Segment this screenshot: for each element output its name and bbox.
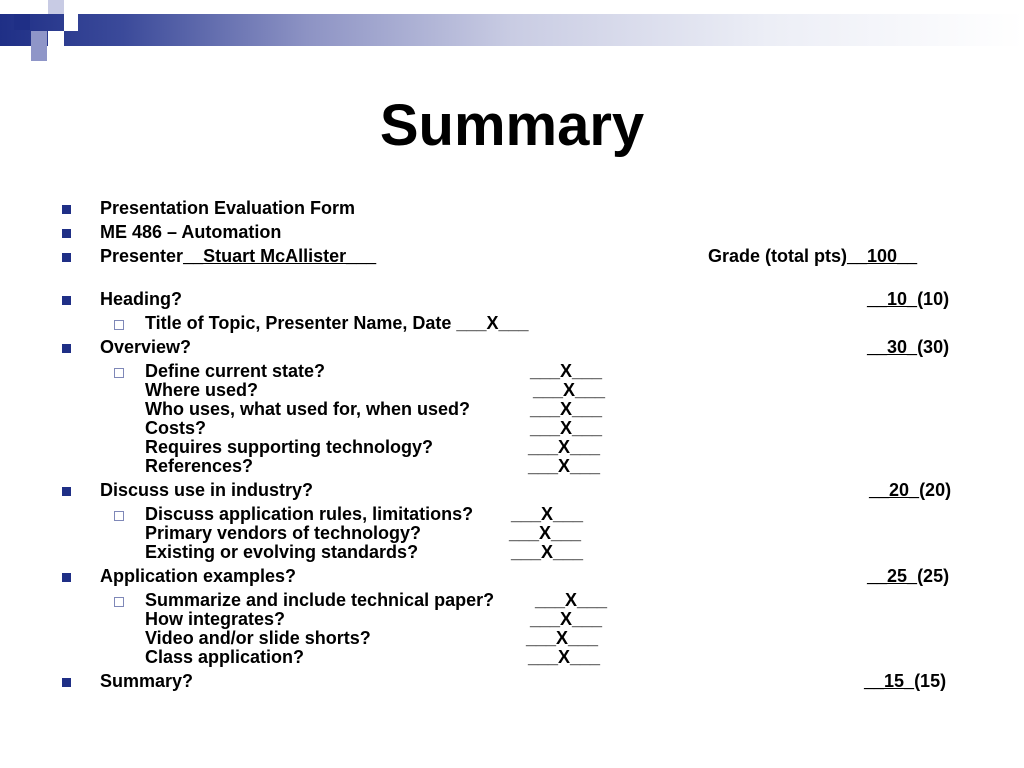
examples-score: __25_ [867, 566, 918, 586]
industry-score-line [869, 481, 951, 501]
bullet-icon [62, 229, 71, 238]
sub-bullet-icon [114, 597, 124, 607]
overview-item-label: Requires supporting technology? [145, 437, 434, 457]
overview-item-label: References? [145, 456, 254, 476]
examples-max: (25) [917, 566, 950, 586]
decor-square [14, 14, 30, 30]
overview-item-label: Where used? [145, 380, 259, 400]
presenter-line [100, 247, 376, 267]
examples-item-label: Video and/or slide shorts? [145, 628, 371, 648]
slide-title: Summary [379, 93, 645, 158]
heading-label: Heading? [100, 289, 183, 309]
decor-square [48, 31, 64, 47]
industry-label: Discuss use in industry? [100, 480, 314, 500]
examples-item-mark: ___X___ [530, 609, 603, 629]
overview-item-mark: ___X___ [530, 399, 603, 419]
overview-item-label: Define current state? [145, 361, 326, 381]
summary-score: __15_ [864, 671, 915, 691]
form-title: Presentation Evaluation Form [100, 198, 356, 218]
heading-sub: Title of Topic, Presenter Name, Date ___X___ [145, 313, 529, 333]
grade-line [708, 247, 917, 267]
overview-label: Overview? [100, 337, 192, 357]
bullet-icon [62, 344, 71, 353]
bullet-icon [62, 573, 71, 582]
decor-square [64, 14, 78, 31]
presenter-label: Presenter [100, 246, 184, 266]
overview-item-mark: ___X___ [530, 361, 603, 381]
examples-item-label: How integrates? [145, 609, 286, 629]
bullet-icon [62, 296, 71, 305]
industry-item-label: Existing or evolving standards? [145, 542, 419, 562]
industry-item-label: Discuss application rules, limitations? [145, 504, 474, 524]
course-line: ME 486 – Automation [100, 222, 282, 242]
bullet-icon [62, 253, 71, 262]
examples-label: Application examples? [100, 566, 297, 586]
industry-item-mark: ___X___ [509, 523, 582, 543]
summary-label: Summary? [100, 671, 194, 691]
sub-bullet-icon [114, 368, 124, 378]
overview-item-mark: ___X___ [528, 456, 601, 476]
summary-score-line [864, 672, 946, 692]
examples-item-label: Summarize and include technical paper? [145, 590, 495, 610]
examples-item-mark: ___X___ [526, 628, 599, 648]
header-band [0, 14, 1024, 46]
overview-item-mark: ___X___ [533, 380, 606, 400]
overview-item-mark: ___X___ [528, 437, 601, 457]
grade-label: Grade (total pts) [708, 246, 848, 266]
examples-score-line [867, 567, 949, 587]
decor-square [48, 0, 64, 14]
examples-item-label: Class application? [145, 647, 305, 667]
overview-item-mark: ___X___ [530, 418, 603, 438]
overview-item-label: Who uses, what used for, when used? [145, 399, 471, 419]
industry-item-mark: ___X___ [511, 542, 584, 562]
overview-item-label: Costs? [145, 418, 207, 438]
bullet-icon [62, 678, 71, 687]
overview-max: (30) [917, 337, 950, 357]
bullet-icon [62, 205, 71, 214]
heading-score-line [867, 290, 949, 310]
decor-square [31, 47, 47, 61]
examples-item-mark: ___X___ [528, 647, 601, 667]
decor-square [31, 31, 47, 47]
examples-item-mark: ___X___ [535, 590, 608, 610]
sub-bullet-icon [114, 320, 124, 330]
overview-score: __30_ [867, 337, 918, 357]
heading-max: (10) [917, 289, 950, 309]
bullet-icon [62, 487, 71, 496]
summary-max: (15) [914, 671, 947, 691]
industry-score: __20_ [869, 480, 920, 500]
presenter-name: __Stuart McAllister___ [183, 246, 377, 266]
industry-item-label: Primary vendors of technology? [145, 523, 422, 543]
industry-item-mark: ___X___ [511, 504, 584, 524]
grade-value: __100__ [847, 246, 918, 266]
industry-max: (20) [919, 480, 952, 500]
overview-score-line [867, 338, 949, 358]
sub-bullet-icon [114, 511, 124, 521]
heading-score: __10_ [867, 289, 918, 309]
